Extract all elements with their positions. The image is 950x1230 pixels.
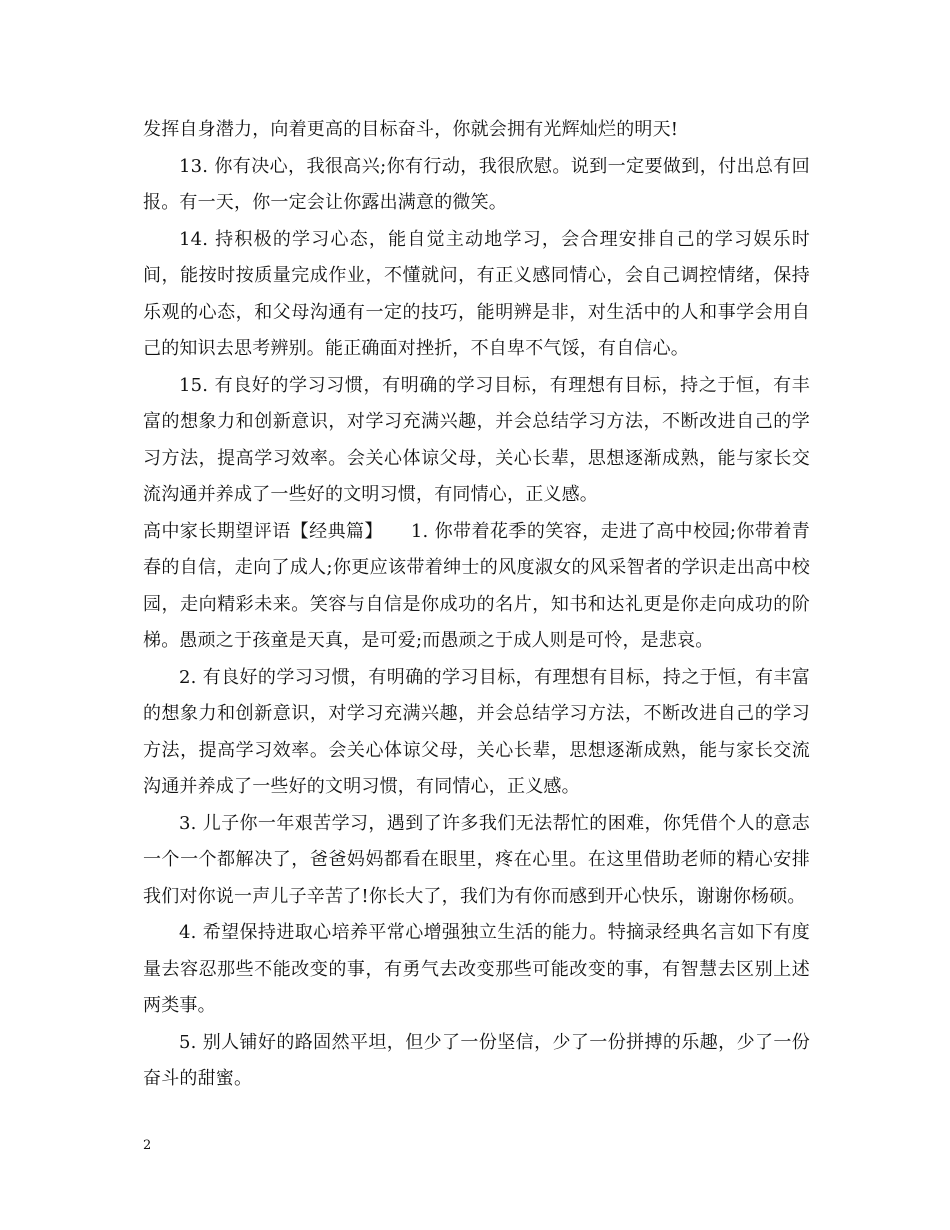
document-body bbox=[143, 112, 810, 1098]
paragraph-item-14: 14. 持积极的学习心态，能自觉主动地学习，会合理安排自己的学习娱乐时间，能按时按质量完成作业，不懂就问，有正义感同情心，会自己调控情绪，保持乐观的心态，和父母沟通有一定的技巧，能明辨是非，对生活中的人和事学会用自己的知识去思考辨别。能正确面对挫折，不自卑不气馁，有自信心。 bbox=[143, 228, 810, 359]
paragraph-continuation: 发挥自身潜力，向着更高的目标奋斗，你就会拥有光辉灿烂的明天! bbox=[143, 119, 679, 140]
paragraph-item-5: 5. 别人铺好的路固然平坦，但少了一份坚信，少了一份拼搏的乐趣，少了一份奋斗的甜蜜。 bbox=[143, 1031, 810, 1089]
paragraph-item-2: 2. 有良好的学习习惯，有明确的学习目标，有理想有目标，持之于恒，有丰富的想象力和创新意识，对学习充满兴趣，并会总结学习方法，不断改进自己的学习方法，提高学习效率。会关心体谅父母，关心长辈，思想逐渐成熟，能与家长交流沟通并养成了一些好的文明习惯，有同情心，正义感。 bbox=[143, 666, 810, 797]
paragraph-item-3: 3. 儿子你一年艰苦学习，遇到了许多我们无法帮忙的困难，你凭借个人的意志一个一个都解决了，爸爸妈妈都看在眼里，疼在心里。在这里借助老师的精心安排我们对你说一声儿子辛苦了!你长大了，我们为有你而感到开心快乐，谢谢你杨硕。 bbox=[143, 812, 810, 907]
section-heading-paragraph-item-1: 高中家长期望评语【经典篇】 1. 你带着花季的笑容，走进了高中校园;你带着青春的自信，走向了成人;你更应该带着绅士的风度淑女的风采智者的学识走出高中校园，走向精彩未来。笑容与自信是你成功的名片，知书和达礼更是你走向成功的阶梯。愚顽之于孩童是天真，是可爱;而愚顽之于成人则是可怜，是悲哀。 bbox=[143, 520, 810, 651]
paragraph-item-4: 4. 希望保持进取心培养平常心增强独立生活的能力。特摘录经典名言如下有度量去容忍那些不能改变的事，有勇气去改变那些可能改变的事，有智慧去区别上述两类事。 bbox=[143, 922, 810, 1016]
page-number: 2 bbox=[143, 1138, 152, 1153]
paragraph-item-13: 13. 你有决心，我很高兴;你有行动，我很欣慰。说到一定要做到，付出总有回报。有一天，你一定会让你露出满意的微笑。 bbox=[143, 155, 810, 213]
paragraph-item-15: 15. 有良好的学习习惯，有明确的学习目标，有理想有目标，持之于恒，有丰富的想象力和创新意识，对学习充满兴趣，并会总结学习方法，不断改进自己的学习方法，提高学习效率。会关心体谅父母，关心长辈，思想逐渐成熟，能与家长交流沟通并养成了一些好的文明习惯，有同情心，正义感。 bbox=[143, 374, 810, 505]
